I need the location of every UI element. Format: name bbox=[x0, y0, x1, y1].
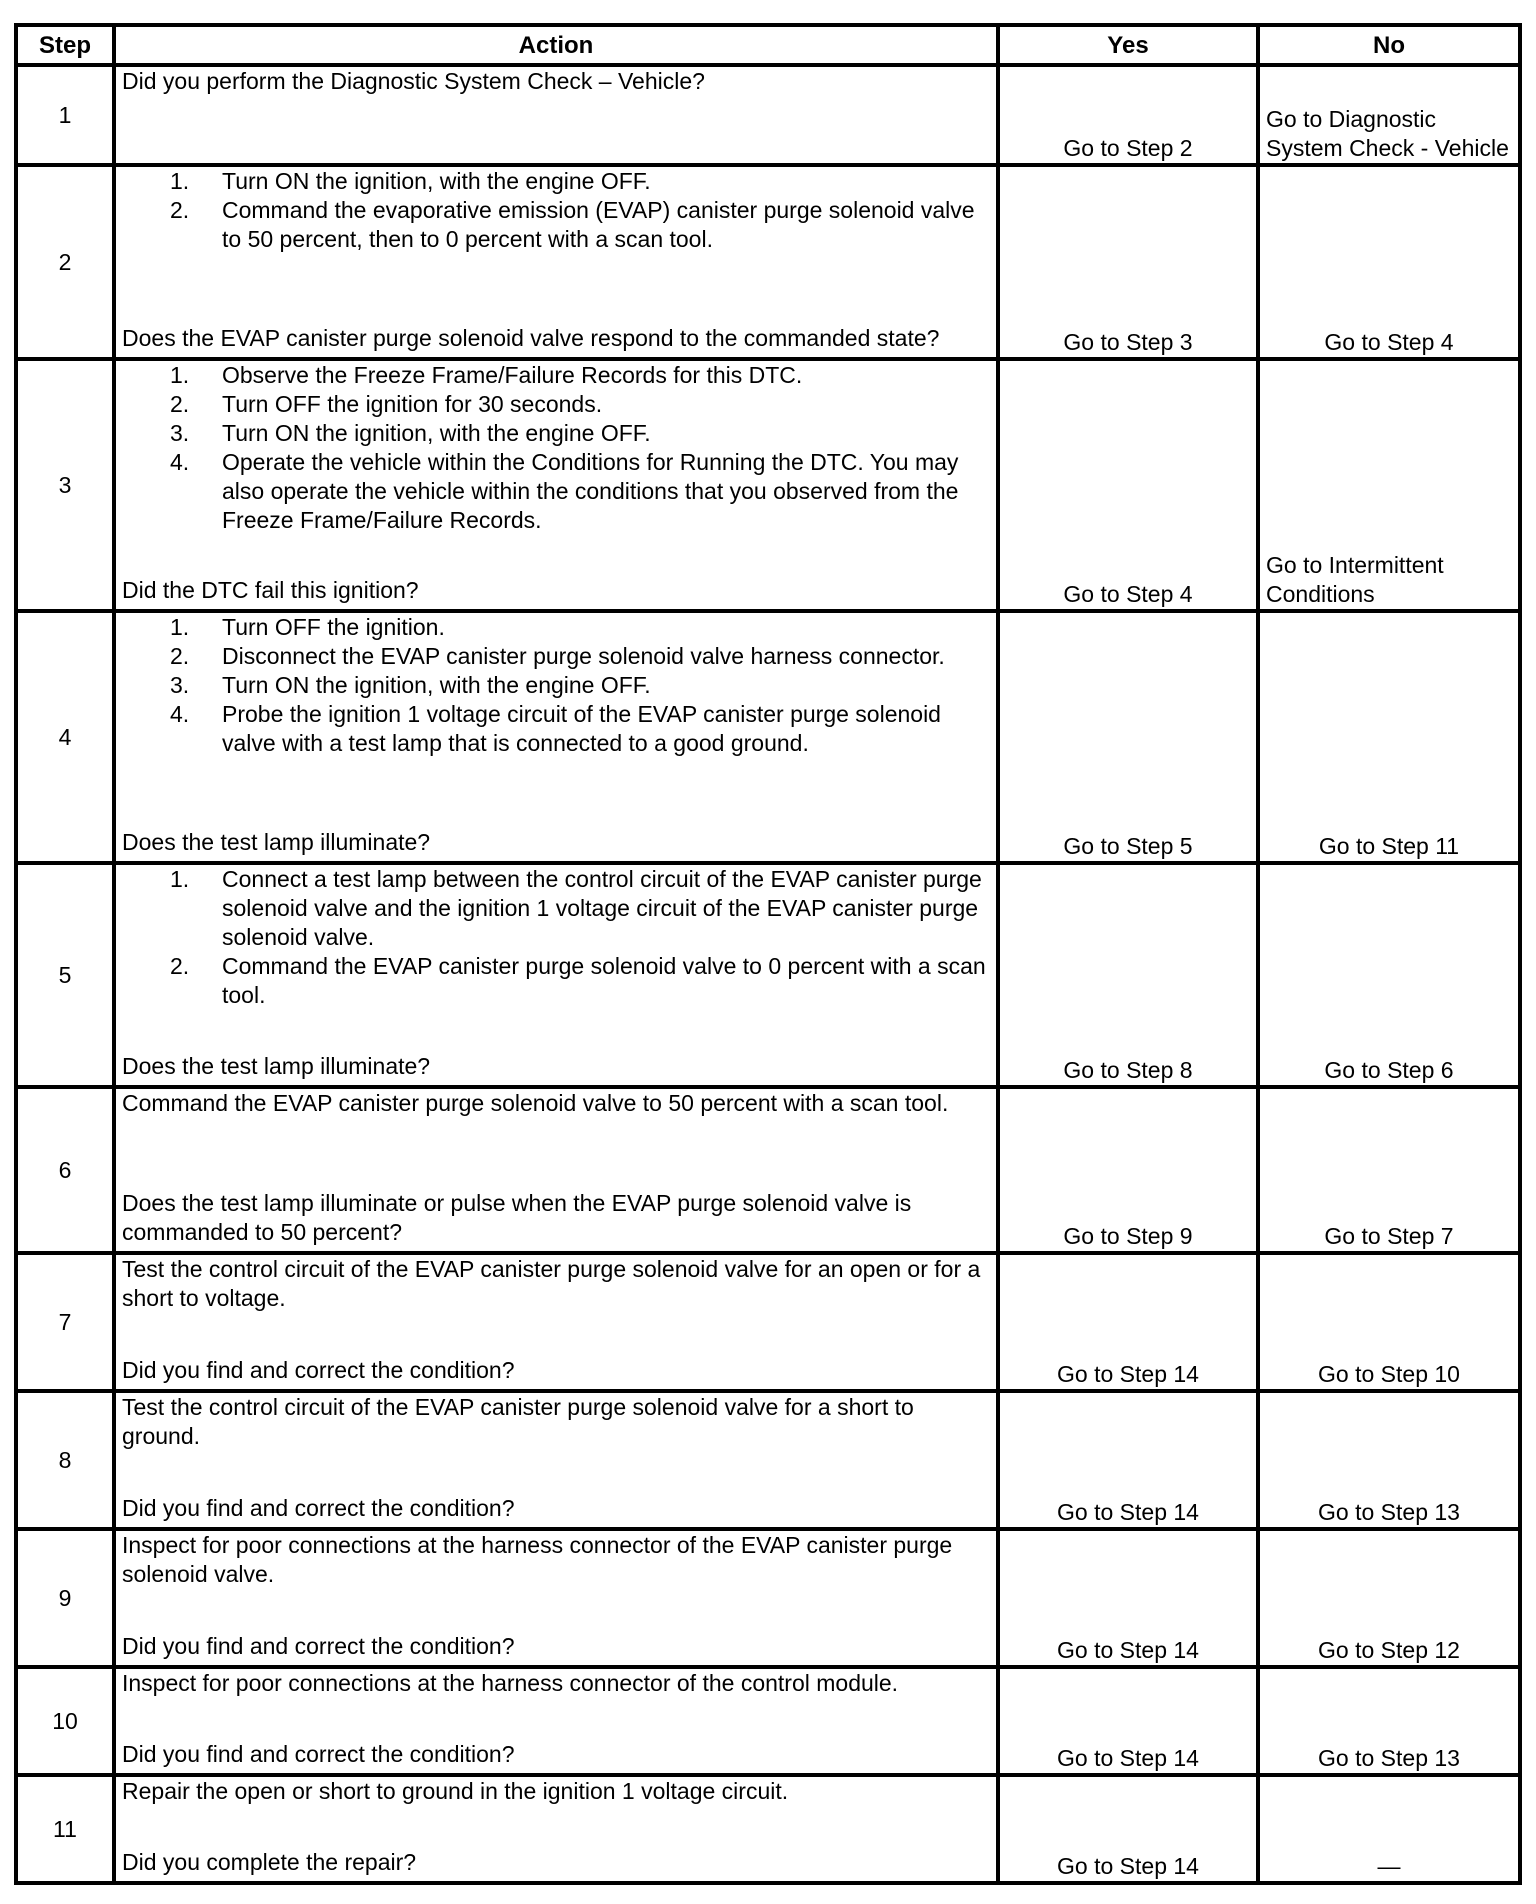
action-cell bbox=[114, 1775, 998, 1883]
step-number: 4 bbox=[16, 611, 114, 863]
step-number: 9 bbox=[16, 1529, 114, 1667]
procedure-item: Turn ON the ignition, with the engine OFF. bbox=[222, 672, 651, 698]
no-cell: — bbox=[1258, 1775, 1520, 1883]
question-text: Did you complete the repair? bbox=[122, 1849, 417, 1875]
header-action: Action bbox=[114, 25, 998, 65]
action-cell bbox=[114, 65, 998, 165]
table-row bbox=[16, 1775, 1520, 1883]
yes-cell: Go to Step 5 bbox=[998, 611, 1258, 863]
no-cell: Go to Step 4 bbox=[1258, 165, 1520, 359]
question-text: Did you find and correct the condition? bbox=[122, 1741, 515, 1767]
question-text: Did you find and correct the condition? bbox=[122, 1357, 515, 1383]
action-cell bbox=[114, 1529, 998, 1667]
table-row bbox=[16, 1529, 1520, 1667]
procedure-item: Observe the Freeze Frame/Failure Records for this DTC. bbox=[222, 362, 803, 388]
yes-cell: Go to Step 14 bbox=[998, 1253, 1258, 1391]
yes-cell: Go to Step 14 bbox=[998, 1667, 1258, 1775]
instruction-text: Test the control circuit of the EVAP canister purge solenoid valve for an open or for a short to voltage. bbox=[122, 1256, 981, 1311]
step-number: 10 bbox=[16, 1667, 114, 1775]
question-text: Does the test lamp illuminate? bbox=[122, 829, 431, 855]
question-text: Does the EVAP canister purge solenoid valve respond to the commanded state? bbox=[122, 325, 940, 351]
procedure-item: Probe the ignition 1 voltage circuit of the EVAP canister purge solenoid valve with a test lamp that is connected to a good ground. bbox=[222, 701, 941, 756]
no-cell: Go to Step 7 bbox=[1258, 1087, 1520, 1253]
procedure-list bbox=[122, 167, 990, 254]
header-yes: Yes bbox=[998, 25, 1258, 65]
action-cell bbox=[114, 863, 998, 1087]
procedure-item: Disconnect the EVAP canister purge solenoid valve harness connector. bbox=[222, 643, 945, 669]
step-number: 8 bbox=[16, 1391, 114, 1529]
instruction-text: Did you perform the Diagnostic System Check – Vehicle? bbox=[122, 68, 705, 94]
procedure-item: Command the evaporative emission (EVAP) canister purge solenoid valve to 50 percent, then to 0 percent with a scan tool. bbox=[222, 197, 975, 252]
yes-cell: Go to Step 4 bbox=[998, 359, 1258, 611]
yes-cell: Go to Step 14 bbox=[998, 1391, 1258, 1529]
question-text: Did you find and correct the condition? bbox=[122, 1495, 515, 1521]
no-cell: Go to Intermittent Conditions bbox=[1258, 359, 1520, 611]
procedure-item: Connect a test lamp between the control circuit of the EVAP canister purge solenoid valve and the ignition 1 voltage circuit of the EVAP canister purge solenoid valve. bbox=[222, 866, 982, 950]
table-row bbox=[16, 611, 1520, 863]
no-cell: Go to Step 11 bbox=[1258, 611, 1520, 863]
question-text: Does the test lamp illuminate or pulse when the EVAP purge solenoid valve is commanded to 50 percent? bbox=[122, 1190, 912, 1245]
no-cell: Go to Diagnostic System Check - Vehicle bbox=[1258, 65, 1520, 165]
header-row bbox=[16, 25, 1520, 65]
instruction-text: Test the control circuit of the EVAP canister purge solenoid valve for a short to ground. bbox=[122, 1394, 914, 1449]
no-cell: Go to Step 13 bbox=[1258, 1667, 1520, 1775]
action-cell bbox=[114, 611, 998, 863]
header-step: Step bbox=[16, 25, 114, 65]
action-cell bbox=[114, 1391, 998, 1529]
step-number: 7 bbox=[16, 1253, 114, 1391]
instruction-text: Repair the open or short to ground in the ignition 1 voltage circuit. bbox=[122, 1778, 789, 1804]
yes-cell: Go to Step 14 bbox=[998, 1775, 1258, 1883]
step-number: 1 bbox=[16, 65, 114, 165]
procedure-item: Turn OFF the ignition. bbox=[222, 614, 445, 640]
step-number: 3 bbox=[16, 359, 114, 611]
yes-cell: Go to Step 9 bbox=[998, 1087, 1258, 1253]
step-number: 6 bbox=[16, 1087, 114, 1253]
step-number: 2 bbox=[16, 165, 114, 359]
procedure-item: Turn ON the ignition, with the engine OFF. bbox=[222, 420, 651, 446]
action-cell bbox=[114, 1667, 998, 1775]
question-text: Did the DTC fail this ignition? bbox=[122, 577, 419, 603]
procedure-item: Turn ON the ignition, with the engine OFF. bbox=[222, 168, 651, 194]
procedure-list bbox=[122, 361, 990, 535]
procedure-item: Turn OFF the ignition for 30 seconds. bbox=[222, 391, 603, 417]
procedure-item: Command the EVAP canister purge solenoid valve to 0 percent with a scan tool. bbox=[222, 953, 986, 1008]
procedure-item: Operate the vehicle within the Conditions for Running the DTC. You may also operate the vehicle within the conditions that you observed from the Freeze Frame/Failure Records. bbox=[222, 449, 959, 533]
procedure-list bbox=[122, 613, 990, 758]
yes-cell: Go to Step 14 bbox=[998, 1529, 1258, 1667]
instruction-text: Inspect for poor connections at the harness connector of the EVAP canister purge solenoid valve. bbox=[122, 1532, 953, 1587]
yes-cell: Go to Step 3 bbox=[998, 165, 1258, 359]
table-row bbox=[16, 1253, 1520, 1391]
instruction-text: Command the EVAP canister purge solenoid valve to 50 percent with a scan tool. bbox=[122, 1090, 949, 1116]
action-cell bbox=[114, 1253, 998, 1391]
table-row bbox=[16, 359, 1520, 611]
diagnostic-table bbox=[14, 23, 1522, 1885]
table-row bbox=[16, 1667, 1520, 1775]
table-row bbox=[16, 165, 1520, 359]
question-text: Did you find and correct the condition? bbox=[122, 1633, 515, 1659]
no-cell: Go to Step 12 bbox=[1258, 1529, 1520, 1667]
action-cell bbox=[114, 165, 998, 359]
step-number: 5 bbox=[16, 863, 114, 1087]
no-cell: Go to Step 10 bbox=[1258, 1253, 1520, 1391]
table-row bbox=[16, 1087, 1520, 1253]
question-text: Does the test lamp illuminate? bbox=[122, 1053, 431, 1079]
header-no: No bbox=[1258, 25, 1520, 65]
yes-cell: Go to Step 8 bbox=[998, 863, 1258, 1087]
no-cell: Go to Step 6 bbox=[1258, 863, 1520, 1087]
procedure-list bbox=[122, 865, 990, 1010]
table-row bbox=[16, 863, 1520, 1087]
yes-cell: Go to Step 2 bbox=[998, 65, 1258, 165]
table-row bbox=[16, 1391, 1520, 1529]
instruction-text: Inspect for poor connections at the harness connector of the control module. bbox=[122, 1670, 899, 1696]
step-number: 11 bbox=[16, 1775, 114, 1883]
action-cell bbox=[114, 359, 998, 611]
table-row bbox=[16, 65, 1520, 165]
action-cell bbox=[114, 1087, 998, 1253]
no-cell: Go to Step 13 bbox=[1258, 1391, 1520, 1529]
